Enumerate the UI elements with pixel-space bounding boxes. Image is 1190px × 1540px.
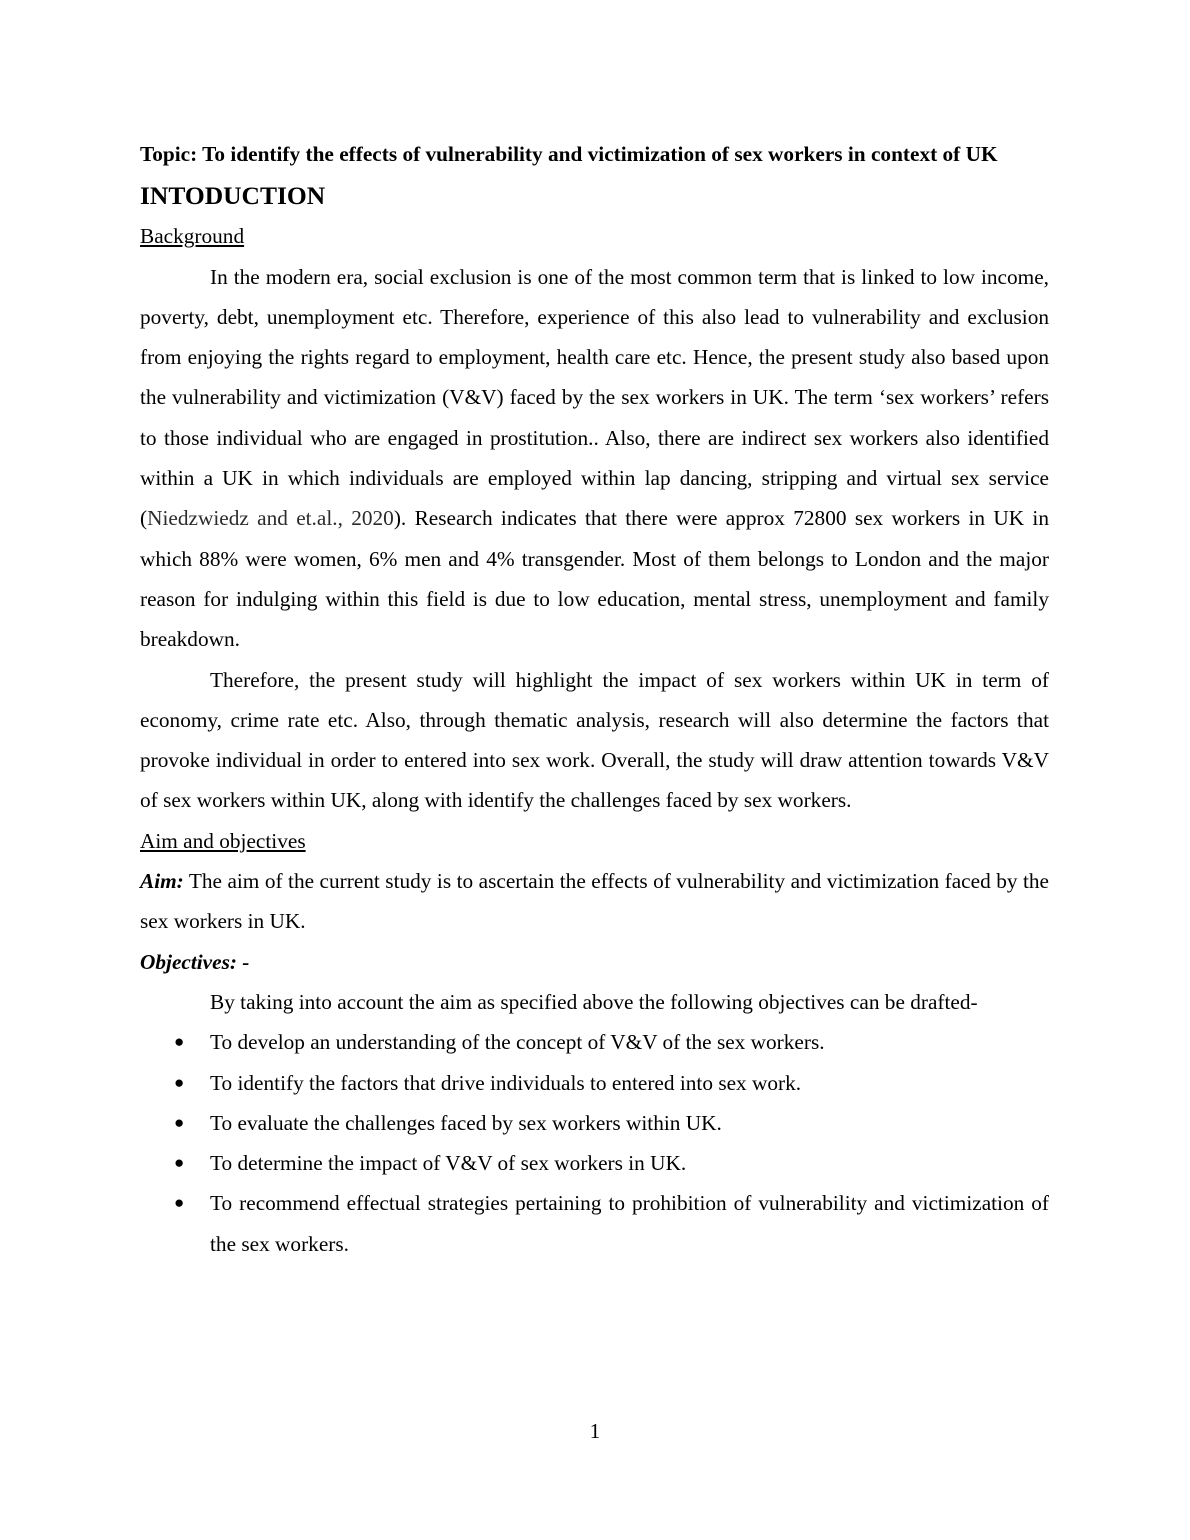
bullet-icon: ● <box>174 1153 185 1173</box>
list-item-text: To develop an understanding of the concept of V&V of the sex workers. <box>210 1030 825 1055</box>
page-number: 1 <box>589 1419 601 1443</box>
list-item <box>140 1143 1049 1183</box>
paragraph-background-1 <box>140 257 1049 660</box>
objectives-intro: By taking into account the aim as specified above the following objectives can be drafted- <box>210 989 978 1014</box>
subheading-aim-and-objectives: Aim and objectives <box>140 828 306 853</box>
subheading-background: Background <box>140 224 245 249</box>
document-page <box>140 134 1049 1264</box>
paragraph-background-2: Therefore, the present study will highlight the impact of sex workers within UK in term of economy, crime rate etc. Also, through thematic analysis, research will also determine the factors that provoke individual in order to entered into sex work. Overall, the study will draw attention towards V&V of sex workers within UK, along with identify the challenges faced by sex workers. <box>140 667 1049 813</box>
aim-statement <box>140 861 1049 942</box>
list-item <box>140 1063 1049 1103</box>
list-item-text: To identify the factors that drive individuals to entered into sex work. <box>210 1070 802 1095</box>
list-item-text: To evaluate the challenges faced by sex workers within UK. <box>210 1110 722 1135</box>
list-item <box>140 1183 1049 1264</box>
bullet-icon: ● <box>174 1112 185 1132</box>
bullet-icon: ● <box>174 1072 185 1092</box>
section-heading-introduction: INTODUCTION <box>140 181 326 211</box>
aim-text: The aim of the current study is to ascertain the effects of vulnerability and victimization faced by the sex workers in UK. <box>140 869 1049 934</box>
bullet-icon: ● <box>174 1032 185 1052</box>
list-item <box>140 1103 1049 1143</box>
objectives-label: Objectives: - <box>140 949 250 974</box>
list-item-text: To determine the impact of V&V of sex workers in UK. <box>210 1151 687 1176</box>
list-item-text: To recommend effectual strategies pertaining to prohibition of vulnerability and victimization of the sex workers. <box>210 1191 1049 1256</box>
objectives-list <box>140 1022 1049 1264</box>
paragraph-text: In the modern era, social exclusion is one of the most common term that is linked to low income, poverty, debt, unemployment etc. Therefore, experience of this also lead to vulnerability and exclusion from enjoying the rights regard to employment, health care etc. Hence, the present study also based upon the vulnerability and victimization (V&V) faced by the sex workers in UK. The term ‘sex workers’ refers to those individual who are engaged in prostitution.. Also, there are indirect sex workers also identified within a UK in which individuals are employed within lap dancing, stripping and virtual sex service ( <box>140 264 1049 531</box>
paragraph-text: ). Research indicates that there were approx 72800 sex workers in UK in which 88% were women, 6% men and 4% transgender. Most of them belongs to London and the major reason for indulging within this field is due to low education, mental stress, unemployment and family breakdown. <box>140 506 1049 652</box>
bullet-icon: ● <box>174 1193 185 1213</box>
document-topic: Topic: To identify the effects of vulnerability and victimization of sex workers in context of UK <box>140 142 998 166</box>
aim-label: Aim: <box>140 869 184 894</box>
citation: Niedzwiedz and et.al., 2020 <box>147 506 394 531</box>
list-item <box>140 1022 1049 1062</box>
